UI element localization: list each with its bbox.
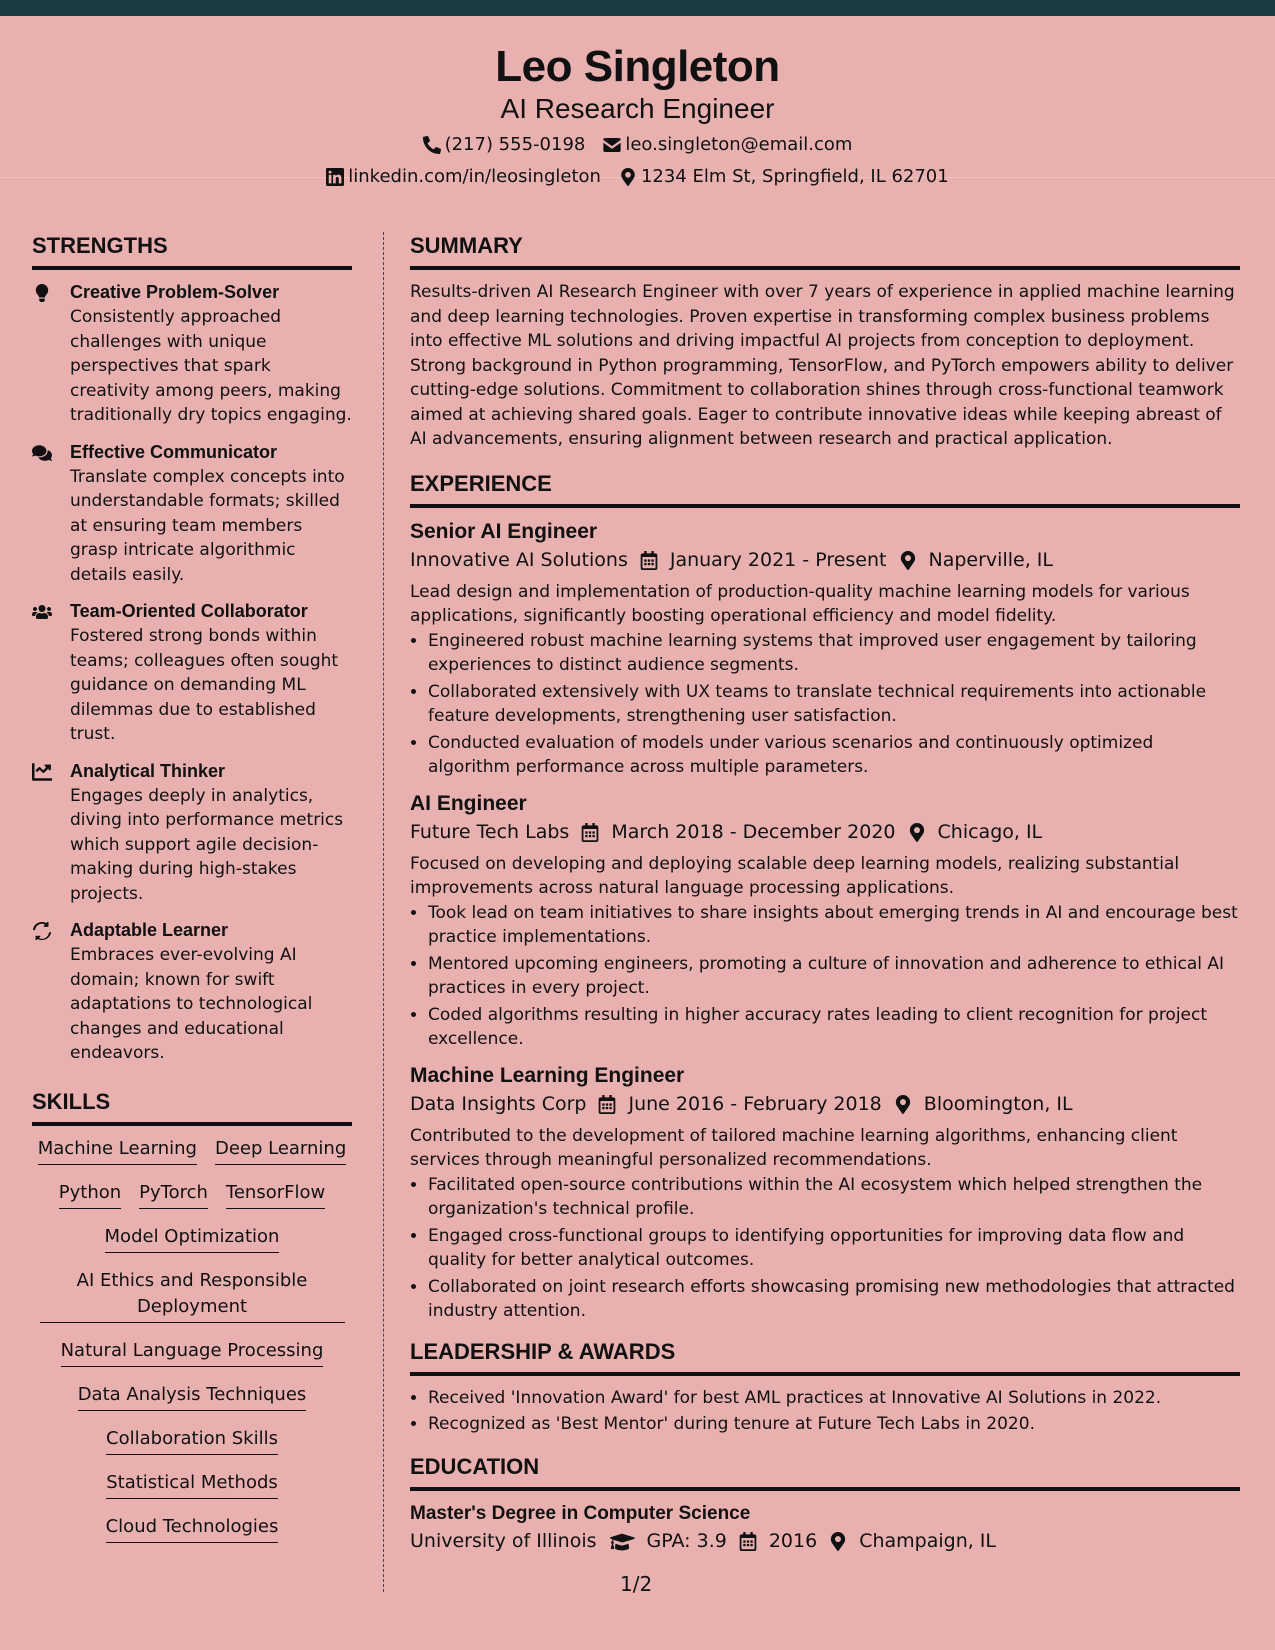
education-location: Champaign, IL [859,1529,997,1552]
candidate-role: AI Research Engineer [500,93,775,124]
linkedin-icon [326,168,344,186]
skill-tag: Machine Learning [38,1136,197,1165]
skill-tag: Python [59,1180,121,1209]
strength-title: Team-Oriented Collaborator [70,601,308,621]
calendar-icon [640,551,658,569]
phone-text: (217) 555-0198 [444,134,586,155]
bullet-item: • Engaged cross-functional groups to identifying opportunities for improving data flow and quality for better analytical outcomes. [428,1224,1240,1273]
column-divider [383,232,384,1592]
gpa: GPA: 3.9 [646,1529,727,1552]
job-entry [410,790,1240,1052]
chart-line-icon [32,759,58,907]
strength-title: Creative Problem-Solver [70,282,280,302]
skill-tag: Collaboration Skills [106,1426,278,1455]
job-meta [410,1090,1240,1118]
company-name: Data Insights Corp [410,1092,587,1115]
job-description: Focused on developing and deploying scalable deep learning models, realizing substantial improvements across natural language processing applications. [410,853,1180,898]
map-marker-icon [619,168,637,186]
graduation-cap-icon [609,1532,635,1550]
bullet-item: • Collaborated extensively with UX teams to translate technical requirements into actionable feature developments, strengthening user satisfaction. [428,680,1240,729]
skill-tag: Natural Language Processing [61,1338,324,1367]
linkedin-item[interactable] [326,164,601,190]
envelope-icon [603,136,621,154]
education-heading: EDUCATION [410,1453,1240,1491]
job-title: Machine Learning Engineer [410,1063,685,1087]
job-title: Senior AI Engineer [410,519,598,543]
strength-item [32,280,352,428]
left-column [32,232,352,1558]
phone-item [423,132,586,158]
map-marker-icon [894,1095,912,1113]
strength-title: Analytical Thinker [70,760,226,781]
job-bullets [410,901,1240,1052]
address-text: 1234 Elm St, Springfield, IL 62701 [640,166,949,187]
summary-text: Results-driven AI Research Engineer with over 7 years of experience in applied machine learning and deep learning technologies. Proven expertise in transforming complex business problems into effective ML solutions and driving impactful AI projects from conception to deployment. Strong background in Python programming, TensorFlow, and PyTorch empowers ability to deliver cutting-edge solutions. Commitment to collaboration shines through cross-functional teamwork aimed at achieving shared goals. Eager to contribute innovative ideas while keeping abreast of AI advancements, ensuring alignment between research and practical application. [410,282,1235,449]
bullet-item: • Collaborated on joint research efforts showcasing promising new methodologies that attracted industry attention. [428,1275,1240,1324]
candidate-name: Leo Singleton [495,42,780,91]
skill-tag: Deep Learning [215,1136,346,1165]
strengths-heading: STRENGTHS [32,232,352,270]
bullet-item: • Took lead on team initiatives to share insights about emerging trends in AI and encourage best practice implementations. [428,901,1240,950]
strength-desc: Embraces ever-evolving AI domain; known for swift adaptations to technological changes and educational endeavors. [70,945,313,1063]
skill-tag: PyTorch [139,1180,208,1209]
bullet-item: • Facilitated open-source contributions within the AI ecosystem which helped strengthen the organization's technical profile. [428,1173,1240,1222]
job-location: Naperville, IL [928,548,1053,571]
job-description: Lead design and implementation of production-quality machine learning models for various applications, significantly boosting operational efficiency and model fidelity. [410,581,1190,626]
awards-list [410,1386,1240,1437]
bullet-item: • Conducted evaluation of models under various scenarios and continuously optimized algorithm performance across multiple parameters. [428,731,1240,780]
strength-desc: Fostered strong bonds within teams; colleagues often sought guidance on demanding ML dilemmas due to established trust. [70,626,339,744]
bullet-item: • Mentored upcoming engineers, promoting a culture of innovation and adherence to ethical AI practices in every project. [428,952,1240,1001]
job-dates: June 2016 - February 2018 [628,1092,882,1115]
strength-desc: Engages deeply in analytics, diving into performance metrics which support agile decision-making during high-stakes projects. [70,785,344,904]
job-dates: January 2021 - Present [669,548,887,571]
education-year: 2016 [768,1529,818,1552]
sync-icon [32,918,58,1066]
skills-list [32,1136,352,1543]
company-name: Innovative AI Solutions [410,548,628,571]
comments-icon [32,440,58,588]
job-location: Chicago, IL [937,820,1043,843]
skills-heading: SKILLS [32,1088,352,1126]
address-item [619,164,949,190]
summary-heading: SUMMARY [410,232,1240,270]
bullet-item: • Coded algorithms resulting in higher accuracy rates leading to client recognition for project excellence. [428,1003,1240,1052]
job-entry [410,518,1240,780]
users-icon [32,599,58,747]
company-name: Future Tech Labs [410,820,570,843]
job-description: Contributed to the development of tailored machine learning algorithms, enhancing client services through meaningful personalized recommendations. [410,1125,1178,1170]
map-marker-icon [829,1532,847,1550]
contact-row-2 [0,164,1275,190]
job-entry [410,1062,1240,1324]
job-location: Bloomington, IL [923,1092,1073,1115]
award-item: • Recognized as 'Best Mentor' during tenure at Future Tech Labs in 2020. [428,1412,1240,1437]
strength-title: Effective Communicator [70,441,278,462]
strength-item [32,440,352,588]
contact-row-1 [0,132,1275,158]
job-meta [410,818,1240,846]
experience-heading: EXPERIENCE [410,470,1240,508]
education-meta [410,1527,1240,1555]
skill-tag: Statistical Methods [106,1470,278,1499]
page-number: 1/2 [620,1572,653,1596]
strength-item [32,599,352,747]
education-degree: Master's Degree in Computer Science [410,1502,751,1524]
strength-item [32,918,352,1066]
bullet-item: • Engineered robust machine learning systems that improved user engagement by tailoring experiences to distinct audience segments. [428,629,1240,678]
job-title: AI Engineer [410,791,527,815]
calendar-icon [598,1095,616,1113]
job-bullets [410,1173,1240,1324]
job-dates: March 2018 - December 2020 [611,820,896,843]
skill-tag: TensorFlow [226,1180,325,1209]
resume-header [0,16,1275,187]
lightbulb-icon [32,280,58,428]
top-color-bar [0,0,1275,16]
right-column [410,232,1240,1561]
strength-item [32,759,352,907]
strength-title: Adaptable Learner [70,920,229,940]
calendar-icon [739,1532,757,1550]
map-marker-icon [899,551,917,569]
awards-heading: LEADERSHIP & AWARDS [410,1338,1240,1376]
strength-desc: Consistently approached challenges with unique perspectives that spark creativity among peers, making traditionally dry topics engaging. [70,307,352,425]
school-name: University of Illinois [410,1529,597,1552]
award-item: • Received 'Innovation Award' for best AML practices at Innovative AI Solutions in 2022. [428,1386,1240,1411]
calendar-icon [581,823,599,841]
skill-tag: Model Optimization [105,1224,280,1253]
skill-tag: Data Analysis Techniques [78,1382,307,1411]
phone-icon [423,136,441,154]
job-meta [410,546,1240,574]
strength-desc: Translate complex concepts into understandable formats; skilled at ensuring team members grasp intricate algorithmic details easily. [70,466,345,585]
email-item[interactable] [603,132,852,158]
skill-tag: Cloud Technologies [106,1514,279,1543]
map-marker-icon [908,823,926,841]
linkedin-text: linkedin.com/in/leosingleton [348,166,601,187]
skill-tag: AI Ethics and Responsible Deployment [40,1268,345,1323]
job-bullets [410,629,1240,780]
email-text: leo.singleton@email.com [625,134,853,155]
